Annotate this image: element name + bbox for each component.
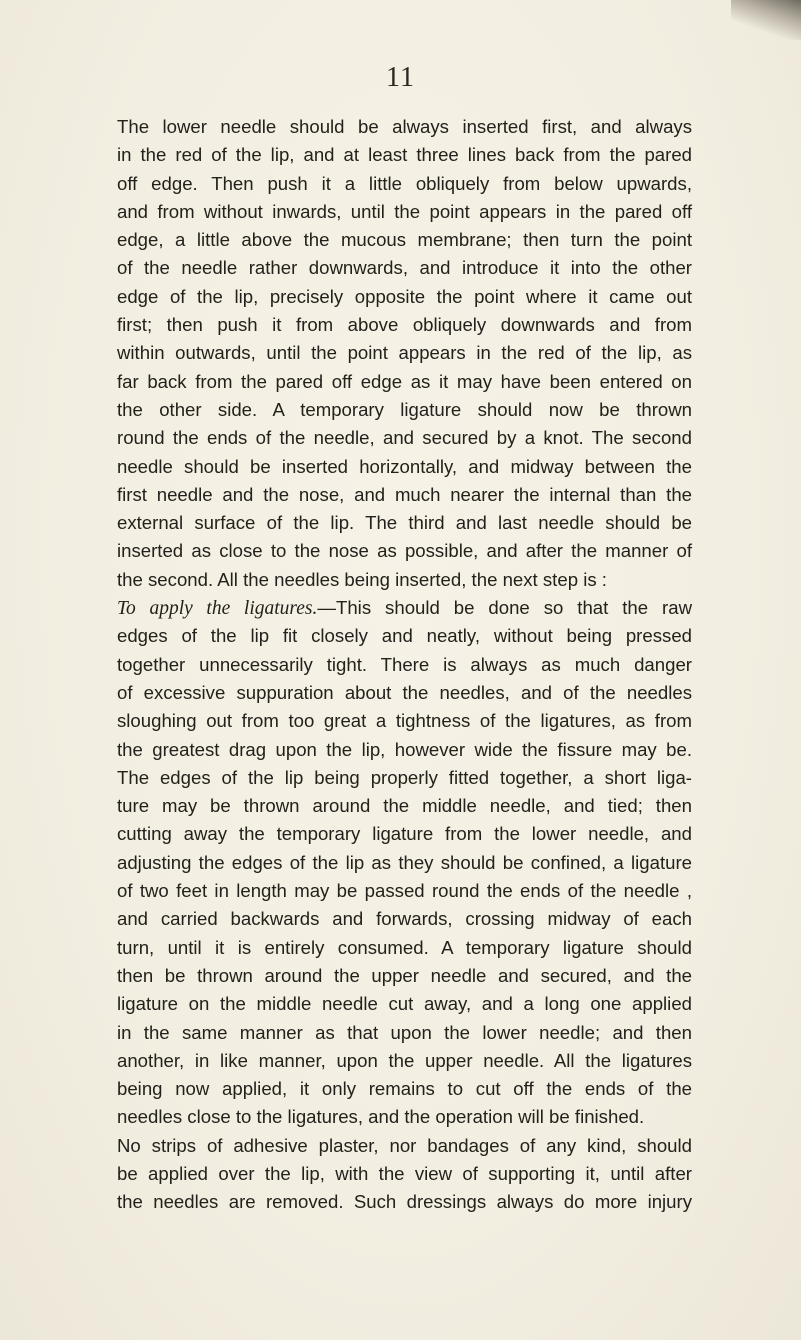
text-line: be applied over the lip, with the view of supporting it, until after — [117, 1162, 692, 1184]
text-line: of two feet in length may be passed round the ends of the needle , — [117, 880, 692, 902]
text-line: inserted as close to the nose as possible, and after the manner of — [117, 540, 692, 562]
text-line: together unnecessarily tight. There is always as much danger — [117, 653, 692, 675]
text-line: turn, until it is entirely consumed. A temporary ligature should — [117, 936, 692, 958]
text-line: needles close to the ligatures, and the operation will be finished. — [117, 1106, 645, 1128]
text-line: sloughing out from too great a tightness of the ligatures, as from — [117, 710, 692, 732]
text-line: then be thrown around the upper needle and secured, and the — [117, 964, 692, 986]
text-line: being now applied, it only remains to cut off the ends of the — [117, 1078, 692, 1100]
text-line: edge, a little above the mucous membrane; then turn the point — [117, 229, 692, 251]
text-line: within outwards, until the point appears in the red of the lip, as — [117, 342, 692, 364]
text-line: and carried backwards and forwards, crossing midway of each — [117, 908, 692, 930]
text-line: The lower needle should be always inserted first, and always — [117, 116, 692, 137]
text-line: adjusting the edges of the lip as they should be confined, a ligature — [117, 851, 692, 873]
text-line: in the red of the lip, and at least three lines back from the pared — [117, 144, 692, 166]
text-line: No strips of adhesive plaster, nor bandages of any kind, should — [117, 1134, 692, 1156]
text-line: in the same manner as that upon the lower needle; and then — [117, 1021, 692, 1043]
text-line: and from without inwards, until the point appears in the pared off — [117, 200, 692, 222]
text-line: far back from the pared off edge as it may have been entered on — [117, 370, 692, 392]
text-line: round the ends of the needle, and secured by a knot. The second — [117, 427, 692, 449]
text-line: edges of the lip fit closely and neatly, without being pressed — [117, 625, 692, 647]
text-line: the greatest drag upon the lip, however wide the fissure may be. — [117, 738, 692, 760]
italic-run-in-heading: To apply the ligatures. — [117, 598, 318, 620]
text-line: cutting away the temporary ligature from the lower needle, and — [117, 823, 692, 845]
text-line: first needle and the nose, and much nearer the internal than the — [117, 483, 692, 505]
text-line: the needles are removed. Such dressings always do more injury — [117, 1191, 692, 1213]
text-line: needle should be inserted horizontally, and midway between the — [117, 455, 692, 477]
text-line: edge of the lip, precisely opposite the point where it came out — [117, 285, 692, 307]
text-line: another, in like manner, upon the upper needle. All the ligatures — [117, 1049, 692, 1071]
text-line: The edges of the lip being properly fitted together, a short liga- — [117, 766, 692, 788]
text-line: off edge. Then push it a little obliquely from below upwards, — [117, 172, 692, 194]
text-line: of the needle rather downwards, and introduce it into the other — [117, 257, 692, 279]
text-line: ture may be thrown around the middle needle, and tied; then — [117, 795, 692, 817]
body-text — [117, 113, 692, 1217]
text-line: first; then push it from above obliquely downwards and from — [117, 314, 692, 336]
text-line-rest: —This should be done so that the raw — [317, 597, 692, 619]
text-line: of excessive suppuration about the needles, and of the needles — [117, 681, 692, 703]
page-corner-shadow — [731, 0, 801, 40]
text-line: external surface of the lip. The third and last needle should be — [117, 512, 692, 534]
page-number: 11 — [386, 62, 415, 93]
text-line-with-heading — [117, 594, 692, 622]
text-line: ligature on the middle needle cut away, and a long one applied — [117, 993, 692, 1015]
text-line: the second. All the needles being inserted, the next step is : — [117, 568, 607, 590]
text-line: the other side. A temporary ligature should now be thrown — [117, 398, 692, 420]
